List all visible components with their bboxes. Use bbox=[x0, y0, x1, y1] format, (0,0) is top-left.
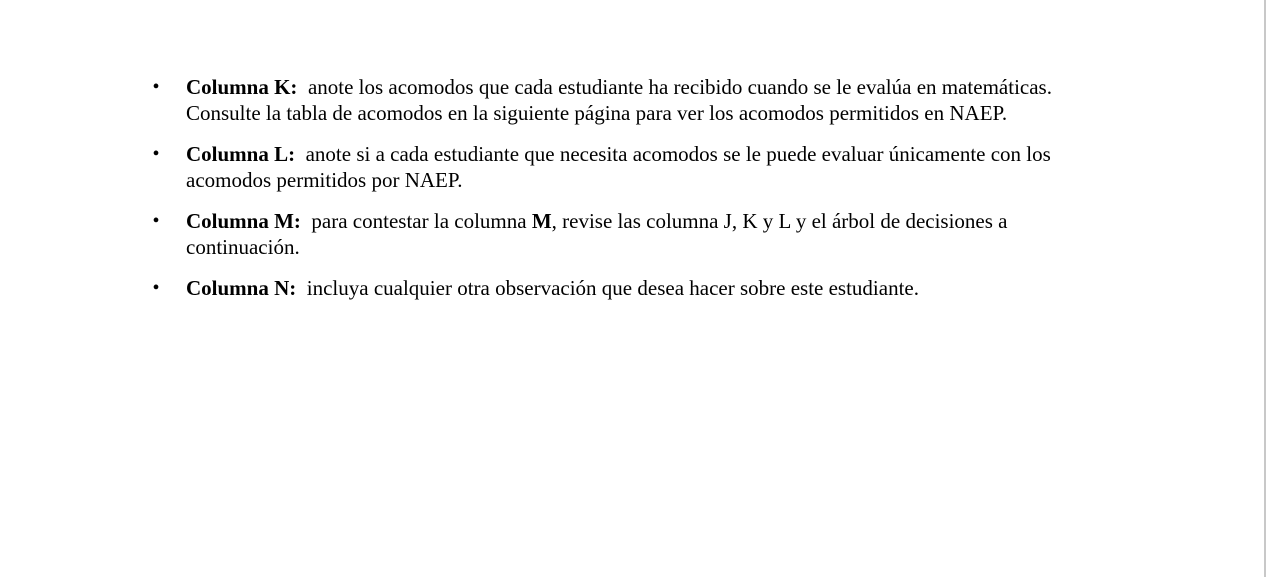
item-lead-label: Columna M: bbox=[186, 209, 301, 233]
list-item-columna-n bbox=[146, 275, 1118, 301]
item-text: anote si a cada estudiante que necesita acomodos se le puede evaluar únicamente con los acomodos permitidos por NAEP. bbox=[186, 142, 1051, 192]
item-text-before: para contestar la columna bbox=[311, 209, 527, 233]
item-text-after: , revise las columna J, K y L y el árbol de decisiones a continuación. bbox=[186, 209, 1008, 259]
item-emphasis: M bbox=[531, 209, 552, 233]
list-item-columna-m bbox=[146, 208, 1118, 260]
bullet-icon: • bbox=[152, 143, 160, 165]
list-item-columna-k bbox=[146, 74, 1118, 126]
item-text: incluya cualquier otra observación que desea hacer sobre este estudiante. bbox=[306, 276, 919, 300]
bullet-icon: • bbox=[152, 277, 160, 299]
item-text: anote los acomodos que cada estudiante ha recibido cuando se le evalúa en matemáticas. Consulte la tabla de acomodos en la siguiente página para ver los acomodos permitidos en NAEP. bbox=[186, 75, 1052, 125]
item-lead-label: Columna N: bbox=[186, 276, 297, 300]
instructions-bullet-list bbox=[146, 74, 1118, 316]
item-lead-label: Columna L: bbox=[186, 142, 296, 166]
bullet-icon: • bbox=[152, 210, 160, 232]
item-lead-label: Columna K: bbox=[186, 75, 298, 99]
list-item-columna-l bbox=[146, 141, 1118, 193]
bullet-icon: • bbox=[152, 76, 160, 98]
